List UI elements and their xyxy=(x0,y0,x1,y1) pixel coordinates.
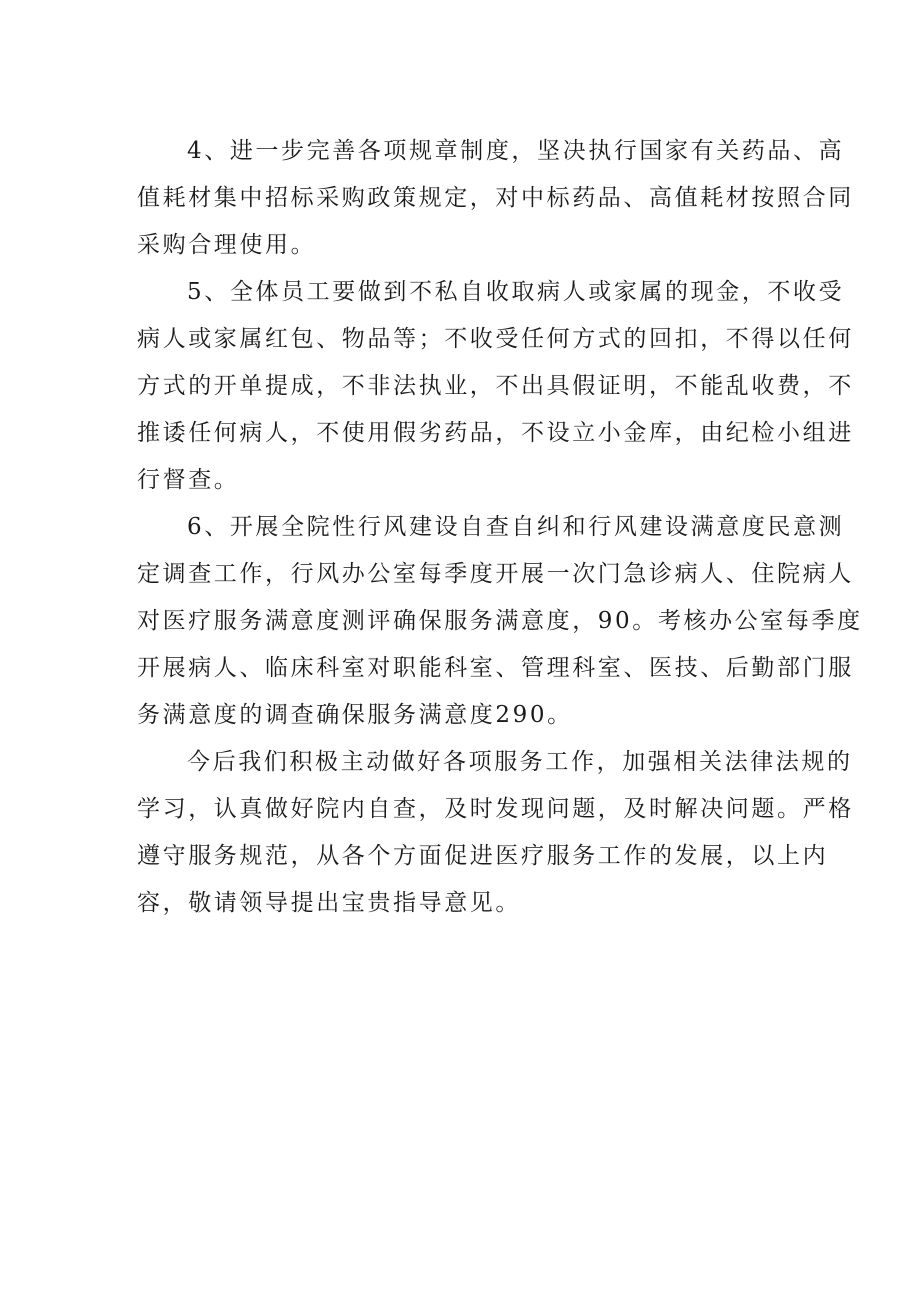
paragraph-line: 推诿任何病人，不使用假劣药品，不设立小金库，由纪检小组进 xyxy=(137,420,854,446)
paragraph-line: 容，敬请领导提出宝贵指导意见。 xyxy=(137,890,521,916)
paragraph-line: 5、全体员工要做到不私自收取病人或家属的现金，不收受 xyxy=(187,279,845,305)
document-body xyxy=(137,128,863,927)
paragraph-6 xyxy=(137,504,863,739)
paragraph-line: 行督查。 xyxy=(137,467,240,493)
paragraph-5 xyxy=(137,269,854,504)
paragraph-line: 开展病人、临床科室对职能科室、管理科室、医技、后勤部门服 xyxy=(137,655,854,681)
paragraph-line: 方式的开单提成，不非法执业，不出具假证明，不能乱收费，不 xyxy=(137,373,854,399)
paragraph-line: 对医疗服务满意度测评确保服务满意度，90。考核办公室每季度 xyxy=(137,608,863,634)
paragraph-line: 定调查工作，行风办公室每季度开展一次门急诊病人、住院病人 xyxy=(137,561,854,587)
paragraph-4 xyxy=(137,128,854,269)
paragraph-conclusion xyxy=(137,739,854,927)
paragraph-line: 务满意度的调查确保服务满意度290。 xyxy=(137,702,573,728)
paragraph-line: 病人或家属红包、物品等；不收受任何方式的回扣，不得以任何 xyxy=(137,326,854,352)
paragraph-line: 值耗材集中招标采购政策规定，对中标药品、高值耗材按照合同 xyxy=(137,185,854,211)
paragraph-line: 4、进一步完善各项规章制度，坚决执行国家有关药品、高 xyxy=(187,138,845,164)
paragraph-line: 6、开展全院性行风建设自查自纠和行风建设满意度民意测 xyxy=(187,514,845,540)
paragraph-line: 学习，认真做好院内自查，及时发现问题，及时解决问题。严格 xyxy=(137,796,854,822)
paragraph-line: 今后我们积极主动做好各项服务工作，加强相关法律法规的 xyxy=(187,749,853,775)
paragraph-line: 采购合理使用。 xyxy=(137,232,317,258)
paragraph-line: 遵守服务规范，从各个方面促进医疗服务工作的发展，以上内 xyxy=(137,843,829,869)
